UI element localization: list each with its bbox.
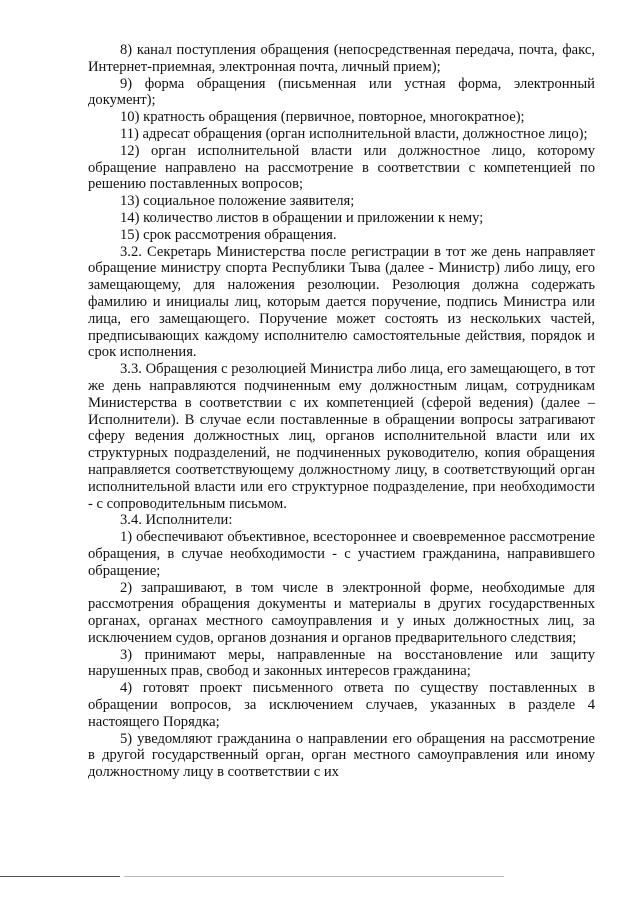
- list-item-12: 12) орган исполнительной власти или должностное лицо, которому обращение направлено на рассмотрение в соответствии с компетенцией по решению поставленных вопросов;: [88, 142, 595, 193]
- list-item-10: 10) кратность обращения (первичное, повторное, многократное);: [120, 109, 525, 126]
- list-item-14: 14) количество листов в обращении и приложении к нему;: [120, 209, 484, 226]
- executor-duty-5: 5) уведомляют гражданина о направлении его обращения на рассмотрение в другой государственный орган, орган местного самоуправления или иному должностному лицу в соответствии с их: [88, 730, 595, 781]
- list-item-9: 9) форма обращения (письменная или устная форма, электронный документ);: [88, 75, 595, 109]
- clause-3-2: 3.2. Секретарь Министерства после регистрации в тот же день направляет обращение министру спорта Республики Тыва (далее - Министр) либо лицу, его замещающему, для наложения резолюции. Резолюция должна содержать фамилию и инициалы лиц, которым дается поручение, подпись Министра или лица, его замещающего. Поручение может состоять из нескольких частей, предписывающих каждому исполнителю самостоятельные действия, порядок и срок исполнения.: [88, 243, 595, 361]
- list-item-8: 8) канал поступления обращения (непосредственная передача, почта, факс, Интернет-приемная, электронная почта, личный прием);: [88, 42, 595, 75]
- list-item-13: 13) социальное положение заявителя;: [120, 193, 355, 210]
- executor-duty-2: 2) запрашивают, в том числе в электронной форме, необходимые для рассмотрения обращения документы и материалы в других государственных органах, органах местного самоуправления и у иных должностных лиц, за исключением судов, органов дознания и органов предварительного следствия;: [88, 579, 595, 646]
- list-item-11: 11) адресат обращения (орган исполнительной власти, должностное лицо);: [120, 125, 588, 142]
- clause-3-4-heading: 3.4. Исполнители:: [120, 512, 233, 529]
- executor-duty-3: 3) принимают меры, направленные на восстановление или защиту нарушенных прав, свобод и законных интересов гражданина;: [88, 646, 595, 680]
- list-item-15: 15) срок рассмотрения обращения.: [120, 226, 337, 243]
- footer-rule-faint: [124, 876, 504, 877]
- footer-rule: [0, 876, 120, 877]
- clause-3-3: 3.3. Обращения с резолюцией Министра либо лица, его замещающего, в тот же день направляются подчиненным ему должностным лицам, сотрудникам Министерства в соответствии с их компетенцией (сферой ведения) (далее – Исполнители). В случае если поставленные в обращении вопросы затрагивают сферу ведения должностных лиц, органов исполнительной власти или их структурных подразделений, не подчиненных руководителю, копия обращения направляется соответствующему должностному лицу, в соответствующий орган исполнительной власти или его структурное подразделение, при необходимости - с сопроводительным письмом.: [88, 361, 595, 512]
- executor-duty-4: 4) готовят проект письменного ответа по существу поставленных в обращении вопросов, за исключением случаев, указанных в разделе 4 настоящего Порядка;: [88, 680, 595, 730]
- document-page: [88, 42, 595, 781]
- executor-duty-1: 1) обеспечивают объективное, всестороннее и своевременное рассмотрение обращения, в случае необходимости - с участием гражданина, направившего обращение;: [88, 529, 595, 579]
